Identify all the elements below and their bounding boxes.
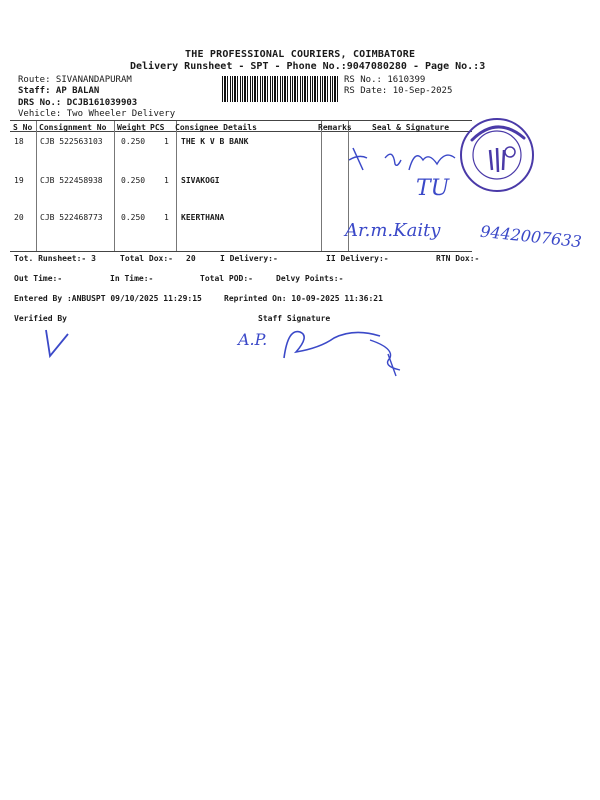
table-row-consignee: THE K V B BANK xyxy=(181,137,249,146)
total-dox-value: 20 xyxy=(186,254,196,263)
runsheet-subtitle: Delivery Runsheet - SPT - Phone No.:9047080280 - Page No.:3 xyxy=(130,61,486,72)
th-remarks: Remarks xyxy=(318,123,352,132)
company-title: THE PROFESSIONAL COURIERS, COIMBATORE xyxy=(185,49,416,60)
rtn-dox: RTN Dox:- xyxy=(436,254,480,263)
tot-runsheet: Tot. Runsheet:- 3 xyxy=(14,254,96,263)
verified-signature-icon xyxy=(38,326,78,366)
table-row-sno: 18 xyxy=(14,137,24,146)
barcode xyxy=(222,76,340,102)
th-seal: Seal & Signature xyxy=(372,123,450,132)
reprinted-on: Reprinted On: 10-09-2025 11:36:21 xyxy=(224,294,383,303)
th-weight: Weight xyxy=(117,123,146,132)
col-divider xyxy=(321,121,322,251)
table-row-pcs: 1 xyxy=(164,213,169,222)
staff-signature-scrawl-icon xyxy=(270,318,420,378)
signature-row18-icon xyxy=(345,140,465,180)
vehicle-line: Vehicle: Two Wheeler Delivery xyxy=(18,109,176,119)
total-dox-label: Total Dox:- xyxy=(120,254,173,263)
table-row-weight: 0.250 xyxy=(121,137,146,146)
table-row-consignment: CJB 522458938 xyxy=(40,176,103,185)
table-row-pcs: 1 xyxy=(164,176,169,185)
delvy-points: Delvy Points:- xyxy=(276,274,344,283)
table-row-weight: 0.250 xyxy=(121,213,146,222)
th-consignee: Consignee Details xyxy=(175,123,257,132)
th-sno: S No xyxy=(13,123,33,132)
phone-row20: 9442007633 xyxy=(479,221,583,252)
th-consignment: Consignment No xyxy=(39,123,107,132)
verified-by-label: Verified By xyxy=(14,314,67,323)
total-pod: Total POD:- xyxy=(200,274,253,283)
table-row-consignee: KEERTHANA xyxy=(181,213,225,222)
table-bottom-line xyxy=(10,251,472,252)
col-divider xyxy=(114,121,115,251)
staff-line: Staff: AP BALAN xyxy=(18,86,100,96)
th-pcs: PCS xyxy=(150,123,165,132)
drs-line: DRS No.: DCJB161039903 xyxy=(18,98,138,108)
i-delivery: I Delivery:- xyxy=(220,254,278,263)
table-row-pcs: 1 xyxy=(164,137,169,146)
table-top-line xyxy=(10,120,472,121)
table-row-consignee: SIVAKOGI xyxy=(181,176,220,185)
route-line: Route: SIVANANDAPURAM xyxy=(18,75,132,85)
table-row-consignment: CJB 522563103 xyxy=(40,137,103,146)
signature-row20: Ar.m.Kaity xyxy=(345,220,441,241)
signature-row19: TU xyxy=(416,176,450,201)
table-row-sno: 19 xyxy=(14,176,24,185)
staff-signature-label: Staff Signature xyxy=(258,314,331,323)
out-time: Out Time:- xyxy=(14,274,63,283)
rs-number: RS No.: 1610399 xyxy=(344,75,426,85)
in-time: In Time:- xyxy=(110,274,154,283)
col-divider xyxy=(36,121,37,251)
table-row-weight: 0.250 xyxy=(121,176,146,185)
rs-date: RS Date: 10-Sep-2025 xyxy=(344,86,453,96)
staff-signature: A.P. xyxy=(238,330,268,349)
entered-by: Entered By :ANBUSPT 09/10/2025 11:29:15 xyxy=(14,294,202,303)
ii-delivery: II Delivery:- xyxy=(326,254,389,263)
circular-stamp-icon xyxy=(452,110,542,200)
table-row-consignment: CJB 522468773 xyxy=(40,213,103,222)
col-divider xyxy=(176,121,177,251)
table-row-sno: 20 xyxy=(14,213,24,222)
